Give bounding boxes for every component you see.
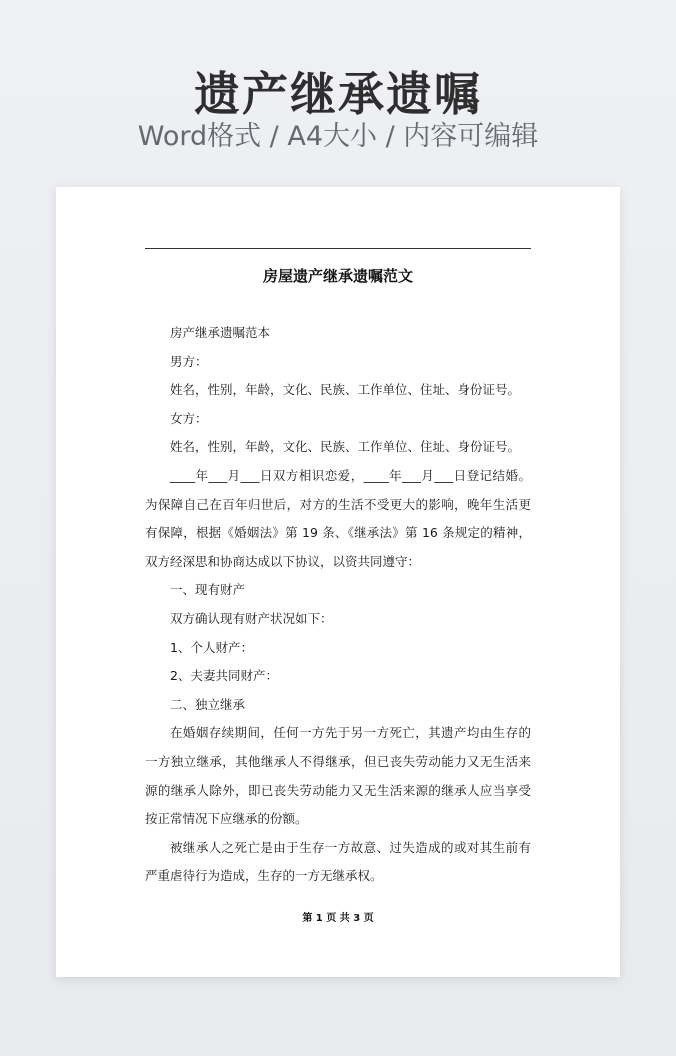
paragraph: 姓名，性别，年龄，文化、民族、工作单位、住址、身份证号。 bbox=[170, 439, 521, 455]
paragraph: 姓名，性别，年龄，文化、民族、工作单位、住址、身份证号。 bbox=[170, 382, 521, 398]
paragraph: 1、个人财产： bbox=[170, 639, 253, 655]
paragraph: 双方确认现有财产状况如下： bbox=[170, 610, 333, 626]
paragraph: 房产继承遗嘱范本 bbox=[170, 325, 271, 340]
paragraph: 女方： bbox=[170, 410, 208, 426]
document-body bbox=[145, 319, 531, 891]
paragraph: 被继承人之死亡是由于生存一方故意、过失造成的或对其生前有严重虐待行为造成，生存的一方无继承权。 bbox=[145, 839, 531, 884]
header-rule bbox=[145, 248, 531, 249]
banner-title: 遗产继承遗嘱 bbox=[194, 67, 482, 121]
page-number: 第 1 页 共 3 页 bbox=[302, 913, 374, 924]
paragraph: ____年___月___日双方相识恋爱，____年___月___日登记结婚。为保障自己在百年归世后，对方的生活不受更大的影响，晚年生活更有保障，根据《婚姻法》第 19 条、《继承法》第 16 条规定的精神，双方经深思和协商达成以下协议，以资共同遵守： bbox=[145, 467, 531, 569]
paragraph: 2、夫妻共同财产： bbox=[170, 668, 278, 684]
paragraph: 男方： bbox=[170, 353, 208, 369]
paragraph: 一、现有财产 bbox=[170, 582, 246, 598]
banner-subtitle: Word格式 / A4大小 / 内容可编辑 bbox=[137, 121, 539, 152]
document-title: 房屋遗产继承遗嘱范文 bbox=[262, 267, 413, 285]
document-page bbox=[56, 187, 620, 977]
paragraph: 二、独立继承 bbox=[170, 696, 246, 712]
paragraph: 在婚姻存续期间，任何一方先于另一方死亡，其遗产均由生存的一方独立继承，其他继承人不得继承，但已丧失劳动能力又无生活来源的继承人除外，即已丧失劳动能力又无生活来源的继承人应当享受按正常情况下应继承的份额。 bbox=[145, 725, 531, 827]
